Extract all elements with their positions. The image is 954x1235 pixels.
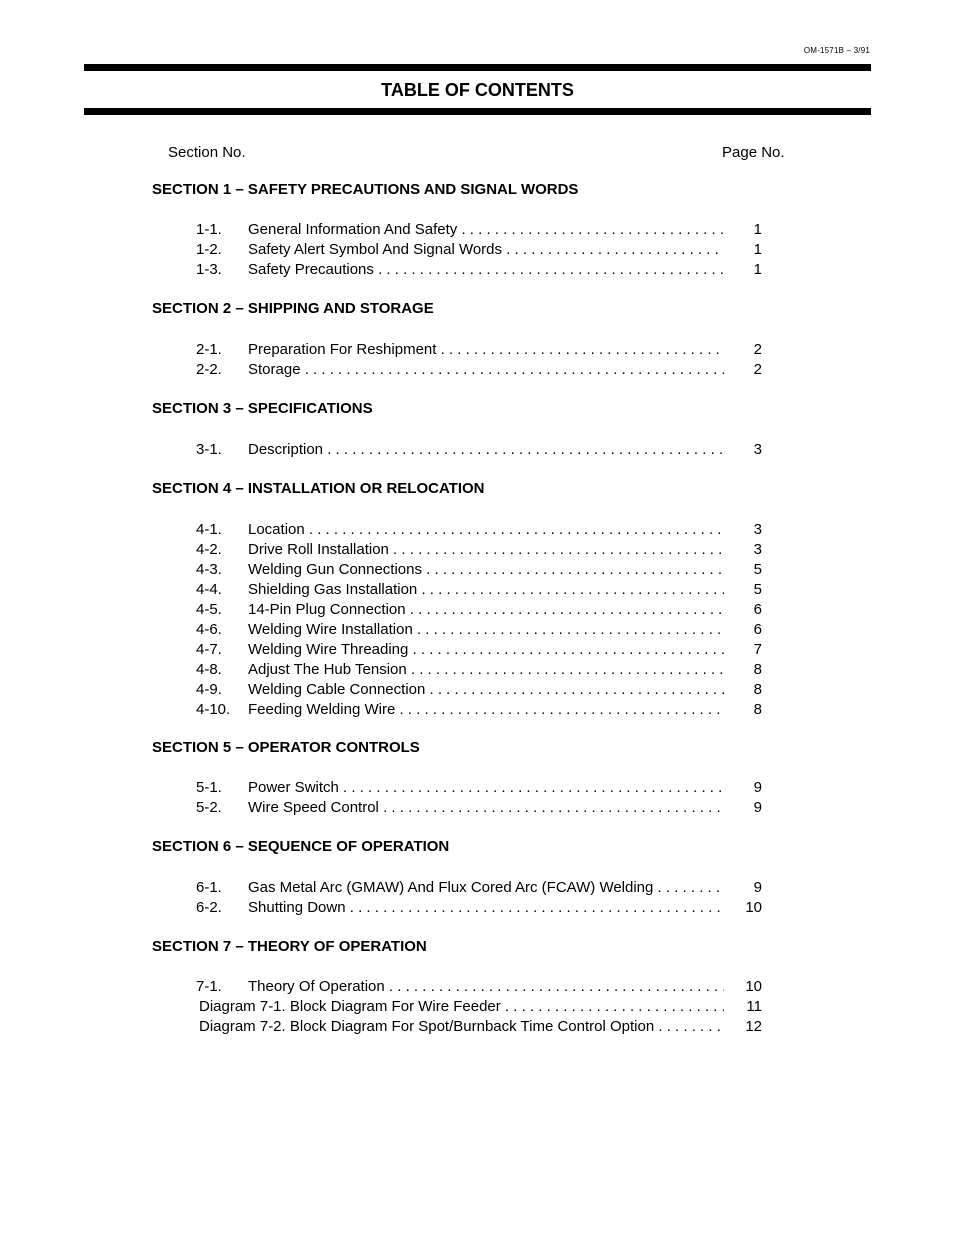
entry-label: Location . . .: [248, 520, 724, 540]
entry-page: 1: [753, 241, 762, 258]
entry-number: 6-2.: [196, 899, 222, 916]
entry-label: Storage . . .: [248, 360, 724, 380]
entry-page: 3: [753, 521, 762, 538]
entry-page: 8: [753, 701, 762, 718]
entry-number: 2-2.: [196, 361, 222, 378]
entry-label: Welding Wire Installation . . .: [248, 620, 724, 640]
entry-page: 5: [753, 581, 762, 598]
entry-page: 9: [753, 879, 762, 896]
top-rule: [84, 64, 871, 71]
entry-page: 10: [745, 899, 762, 916]
entry-label: Welding Gun Connections . . .: [248, 560, 724, 580]
section-number-column-heading: Section No.: [168, 144, 246, 161]
entry-number: 2-1.: [196, 341, 222, 358]
section-heading: SECTION 2 – SHIPPING AND STORAGE: [152, 300, 434, 317]
entry-label: Drive Roll Installation . . .: [248, 540, 724, 560]
bottom-rule: [84, 108, 871, 115]
section-heading: SECTION 5 – OPERATOR CONTROLS: [152, 739, 420, 756]
section-heading: SECTION 1 – SAFETY PRECAUTIONS AND SIGNAL WORDS: [152, 181, 579, 198]
entry-number: 4-8.: [196, 661, 222, 678]
entry-label: Shielding Gas Installation . . .: [248, 580, 724, 600]
entry-page: 6: [753, 601, 762, 618]
toc-entry[interactable]: [196, 440, 762, 460]
entry-label: Shutting Down . . .: [248, 898, 724, 918]
entry-number: 5-2.: [196, 799, 222, 816]
entry-page: 11: [746, 998, 762, 1015]
toc-entry[interactable]: [196, 977, 762, 997]
entry-label: Power Switch . . .: [248, 778, 724, 798]
entry-page: 9: [753, 779, 762, 796]
entry-label: Description . . .: [248, 440, 724, 460]
toc-entry[interactable]: [196, 220, 762, 240]
entry-number: 4-2.: [196, 541, 222, 558]
entry-number: 5-1.: [196, 779, 222, 796]
entry-label: Theory Of Operation . . .: [248, 977, 724, 997]
toc-entry[interactable]: [196, 640, 762, 660]
entry-number: 3-1.: [196, 441, 222, 458]
toc-entry[interactable]: [196, 520, 762, 540]
entry-label: Adjust The Hub Tension . . .: [248, 660, 724, 680]
toc-entry[interactable]: [196, 580, 762, 600]
entry-label: Welding Cable Connection . . .: [248, 680, 724, 700]
entry-page: 5: [753, 561, 762, 578]
entry-number: 6-1.: [196, 879, 222, 896]
toc-entry[interactable]: [196, 660, 762, 680]
toc-entry-diagram[interactable]: [196, 997, 762, 1017]
entry-label: Diagram 7-2. Block Diagram For Spot/Burnback Time Control Option . . .: [199, 1017, 724, 1037]
page-title: TABLE OF CONTENTS: [381, 80, 574, 100]
entry-number: 1-3.: [196, 261, 222, 278]
toc-entry[interactable]: [196, 600, 762, 620]
toc-entry[interactable]: [196, 540, 762, 560]
entry-label: Diagram 7-1. Block Diagram For Wire Feeder . . .: [199, 997, 724, 1017]
entry-number: 7-1.: [196, 978, 222, 995]
entry-page: 1: [753, 221, 762, 238]
toc-entry[interactable]: [196, 778, 762, 798]
entry-page: 10: [745, 978, 762, 995]
entry-page: 8: [753, 661, 762, 678]
entry-number: 4-9.: [196, 681, 222, 698]
entry-number: 4-4.: [196, 581, 222, 598]
entry-number: 4-3.: [196, 561, 222, 578]
entry-label: Wire Speed Control . . .: [248, 798, 724, 818]
entry-page: 12: [745, 1018, 762, 1035]
entry-page: 2: [753, 361, 762, 378]
page-number-column-heading: Page No.: [722, 144, 785, 161]
entry-number: 1-2.: [196, 241, 222, 258]
entry-number: 4-6.: [196, 621, 222, 638]
entry-page: 3: [753, 541, 762, 558]
entry-page: 9: [753, 799, 762, 816]
section-heading: SECTION 4 – INSTALLATION OR RELOCATION: [152, 480, 485, 497]
entry-label: Safety Precautions . . .: [248, 260, 724, 280]
entry-page: 1: [753, 261, 762, 278]
toc-entry[interactable]: [196, 680, 762, 700]
entry-number: 1-1.: [196, 221, 222, 238]
entry-number: 4-10.: [196, 701, 231, 718]
entry-page: 3: [753, 441, 762, 458]
toc-entry[interactable]: [196, 700, 762, 720]
entry-label: General Information And Safety . . .: [248, 220, 724, 240]
entry-number: 4-5.: [196, 601, 222, 618]
entry-number: 4-1.: [196, 521, 222, 538]
toc-entry[interactable]: [196, 620, 762, 640]
entry-page: 6: [753, 621, 762, 638]
toc-entry[interactable]: [196, 360, 762, 380]
toc-entry[interactable]: [196, 340, 762, 360]
toc-entry-diagram[interactable]: [196, 1017, 762, 1037]
entry-label: Gas Metal Arc (GMAW) And Flux Cored Arc (FCAW) Welding . . .: [248, 878, 724, 898]
entry-page: 7: [753, 641, 762, 658]
toc-entry[interactable]: [196, 560, 762, 580]
entry-label: 14-Pin Plug Connection . . .: [248, 600, 724, 620]
entry-page: 2: [753, 341, 762, 358]
entry-label: Preparation For Reshipment . . .: [248, 340, 724, 360]
toc-entry[interactable]: [196, 240, 762, 260]
entry-label: Welding Wire Threading . . .: [248, 640, 724, 660]
section-heading: SECTION 7 – THEORY OF OPERATION: [152, 938, 427, 955]
toc-entry[interactable]: [196, 798, 762, 818]
document-id: OM-1571B – 3/91: [803, 46, 870, 55]
toc-entry[interactable]: [196, 878, 762, 898]
section-heading: SECTION 6 – SEQUENCE OF OPERATION: [152, 838, 450, 855]
entry-label: Safety Alert Symbol And Signal Words . . .: [248, 240, 724, 260]
entry-page: 8: [753, 681, 762, 698]
entry-label: Feeding Welding Wire . . .: [248, 700, 724, 720]
section-heading: SECTION 3 – SPECIFICATIONS: [152, 400, 373, 417]
toc-entry[interactable]: [196, 898, 762, 918]
entry-number: 4-7.: [196, 641, 222, 658]
toc-entry[interactable]: [196, 260, 762, 280]
